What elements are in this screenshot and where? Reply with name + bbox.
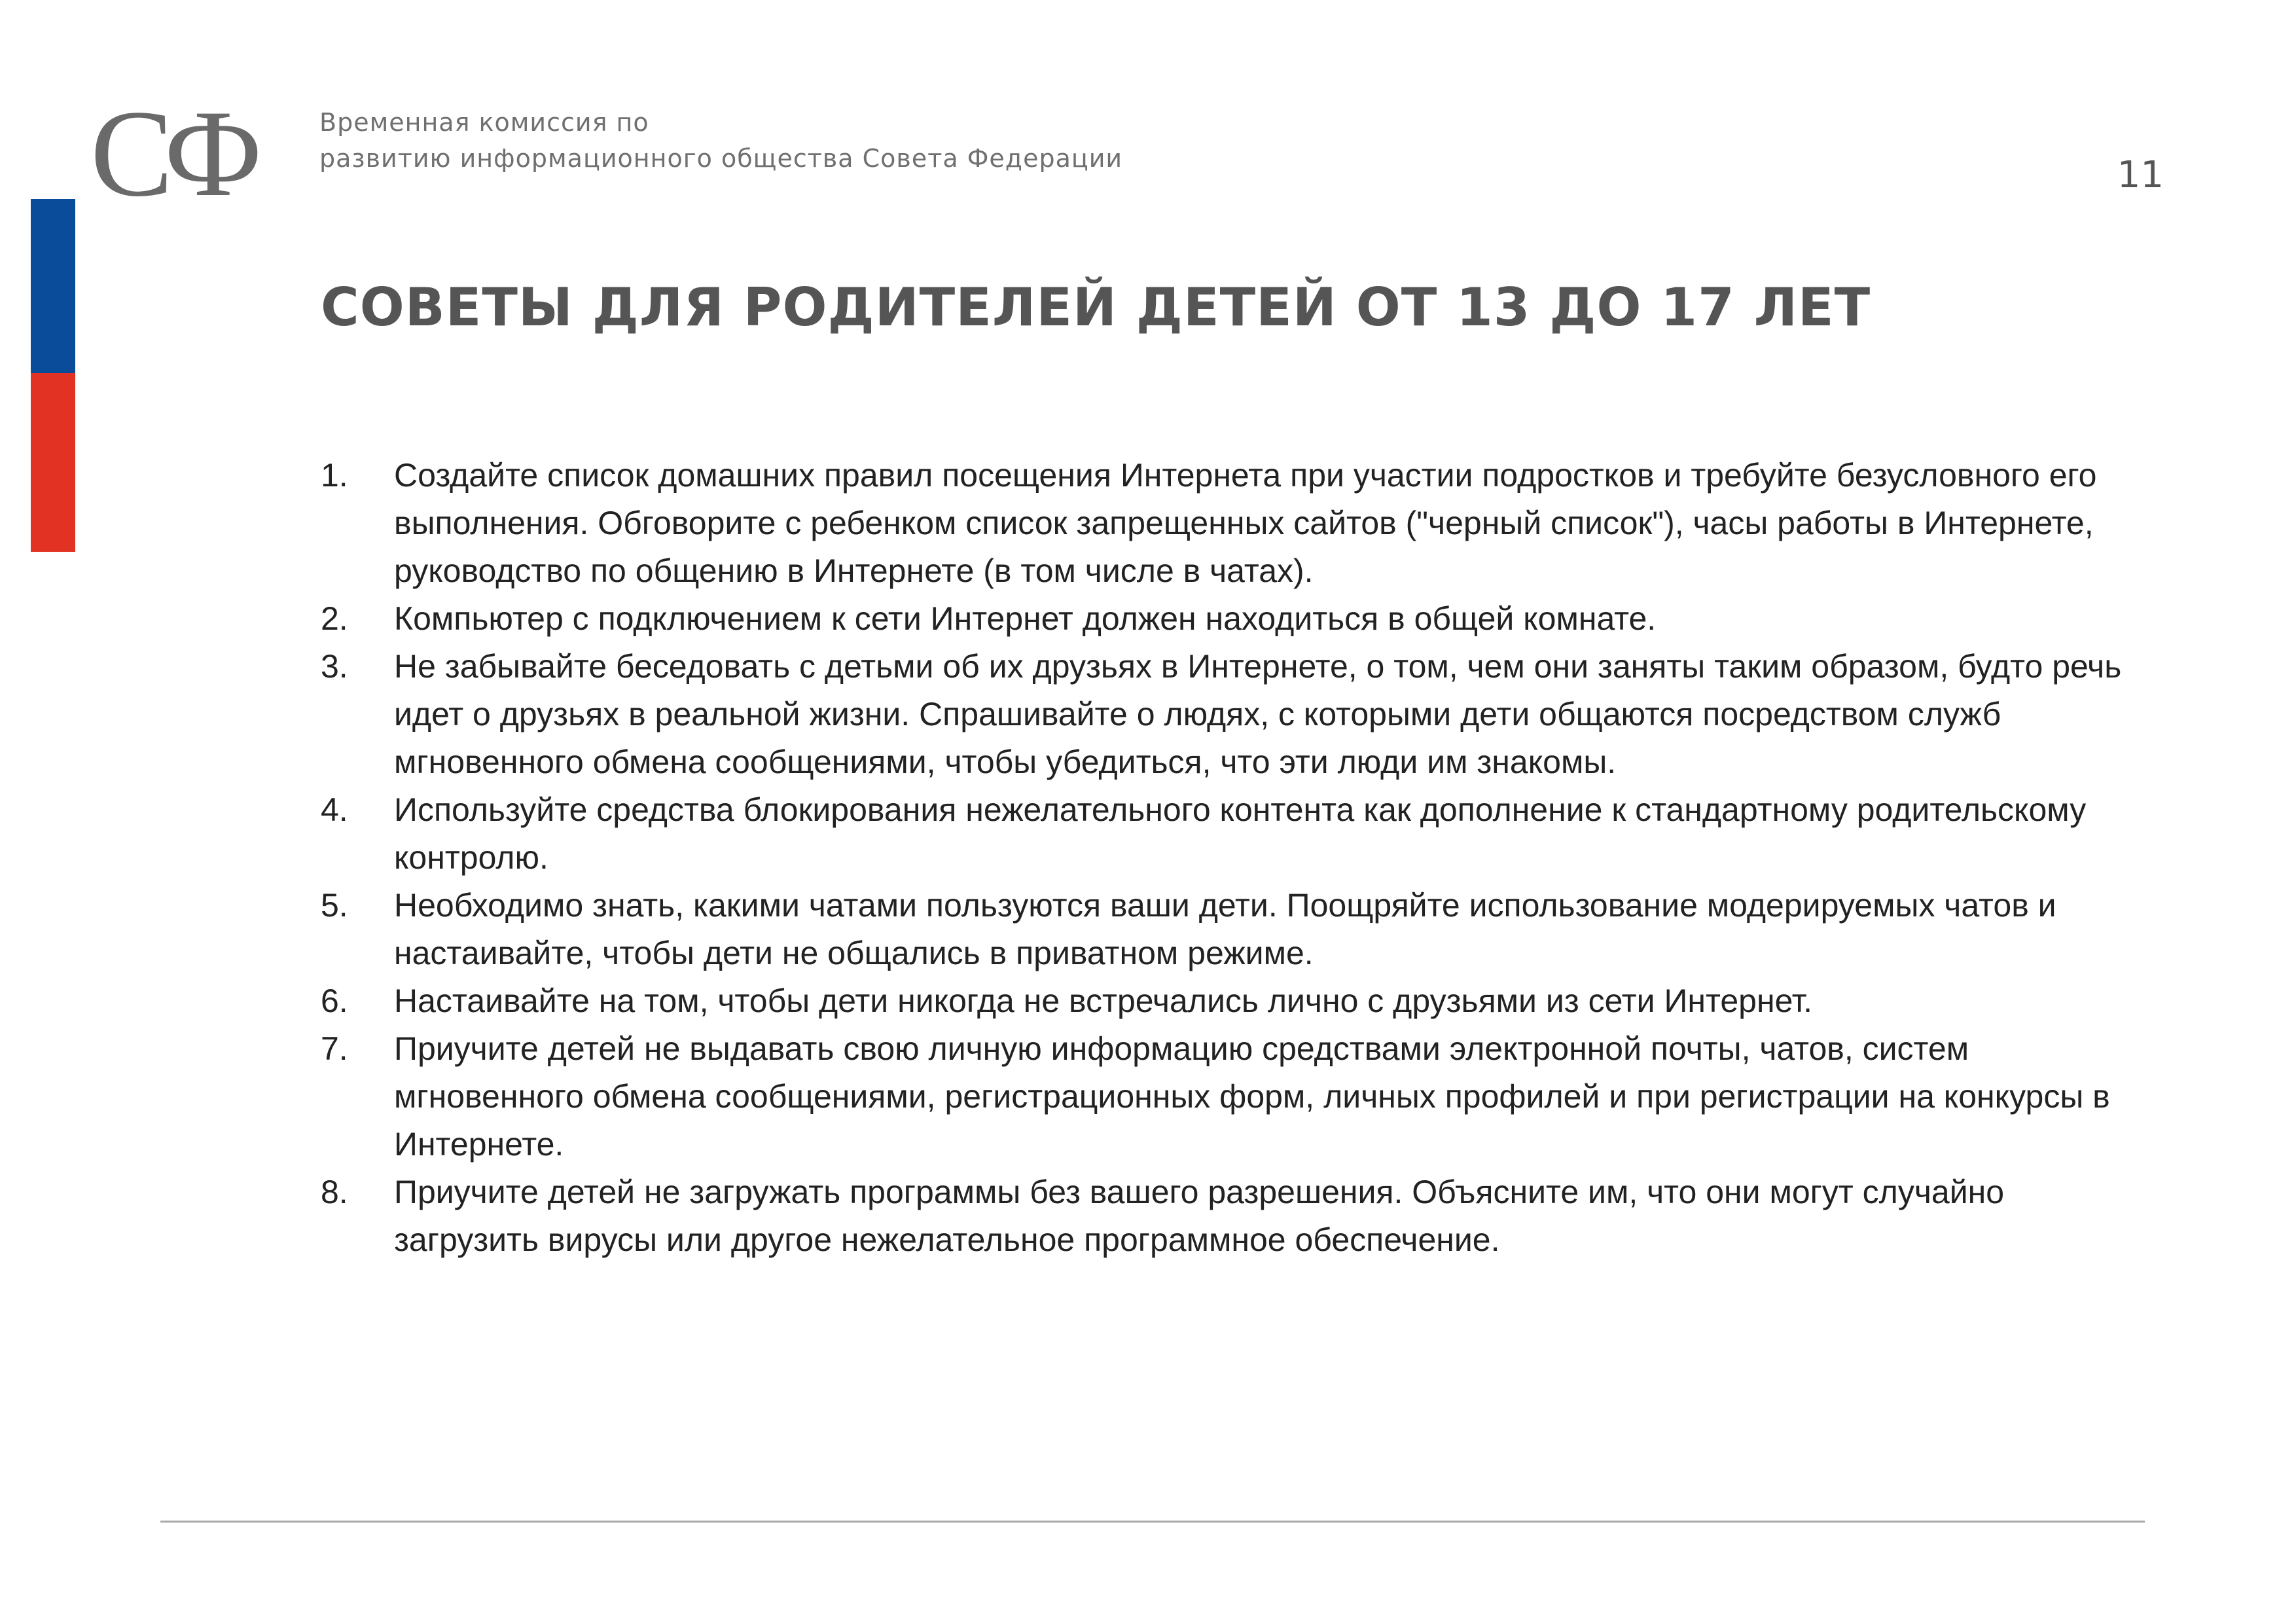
list-item-number: 4.	[321, 791, 348, 828]
list-item-number: 8.	[321, 1174, 348, 1210]
list-item	[321, 786, 2140, 882]
list-item	[321, 1025, 2140, 1168]
list-item-number: 2.	[321, 600, 348, 637]
tips-list	[321, 452, 2140, 1264]
list-item-text: Приучите детей не выдавать свою личную информацию средствами электронной почты, чатов, систем мгновенного обмена сообщениями, регистрационных форм, личных профилей и при регистрации на конкурсы в Интернете.	[394, 1030, 2110, 1163]
list-item-number: 7.	[321, 1030, 348, 1067]
flag-blue-stripe	[31, 199, 75, 373]
commission-name-line-1: Временная комиссия по	[319, 108, 649, 137]
list-item-number: 3.	[321, 648, 348, 685]
list-item	[321, 1168, 2140, 1264]
page-number: 11	[2117, 154, 2164, 196]
list-item-text: Используйте средства блокирования нежелательного контента как дополнение к стандартному родительскому контролю.	[394, 791, 2087, 876]
list-item	[321, 977, 2140, 1025]
list-item-text: Настаивайте на том, чтобы дети никогда не встречались лично с друзьями из сети Интернет.	[394, 983, 1812, 1019]
list-item-number: 6.	[321, 983, 348, 1019]
list-item-text: Не забывайте беседовать с детьми об их друзьях в Интернете, о том, чем они заняты таким образом, будто речь идет о друзьях в реальной жизни. Спрашивайте о людях, с которыми дети общаются посредством служб мгновенного обмена сообщениями, чтобы убедиться, что эти люди им знакомы.	[394, 648, 2122, 780]
page-title: СОВЕТЫ ДЛЯ РОДИТЕЛЕЙ ДЕТЕЙ ОТ 13 ДО 17 ЛЕТ	[321, 277, 1871, 338]
list-item	[321, 595, 2140, 643]
commission-name	[319, 105, 1122, 177]
list-item	[321, 452, 2140, 595]
list-item-text: Компьютер с подключением к сети Интернет должен находиться в общей комнате.	[394, 600, 1657, 637]
footer-divider	[160, 1521, 2145, 1523]
list-item	[321, 643, 2140, 786]
flag-white-stripe	[31, 0, 75, 199]
list-item-number: 1.	[321, 457, 348, 494]
list-item-text: Приучите детей не загружать программы без вашего разрешения. Объясните им, что они могут случайно загрузить вирусы или другое нежелательное программное обеспечение.	[394, 1174, 2005, 1258]
commission-name-line-2: развитию информационного общества Совета Федерации	[319, 144, 1123, 173]
flag-red-stripe	[31, 373, 75, 552]
federation-council-logo: СФ	[90, 85, 253, 223]
list-item-text: Необходимо знать, какими чатами пользуются ваши дети. Поощряйте использование модерируемых чатов и настаивайте, чтобы дети не общались в приватном режиме.	[394, 887, 2056, 971]
list-item-number: 5.	[321, 887, 348, 924]
list-item	[321, 882, 2140, 977]
list-item-text: Создайте список домашних правил посещения Интернета при участии подростков и требуйте безусловного его выполнения. Обговорите с ребенком список запрещенных сайтов ("черный список"), часы работы в Интернете, руководство по общению в Интернете (в том числе в чатах).	[394, 457, 2097, 589]
